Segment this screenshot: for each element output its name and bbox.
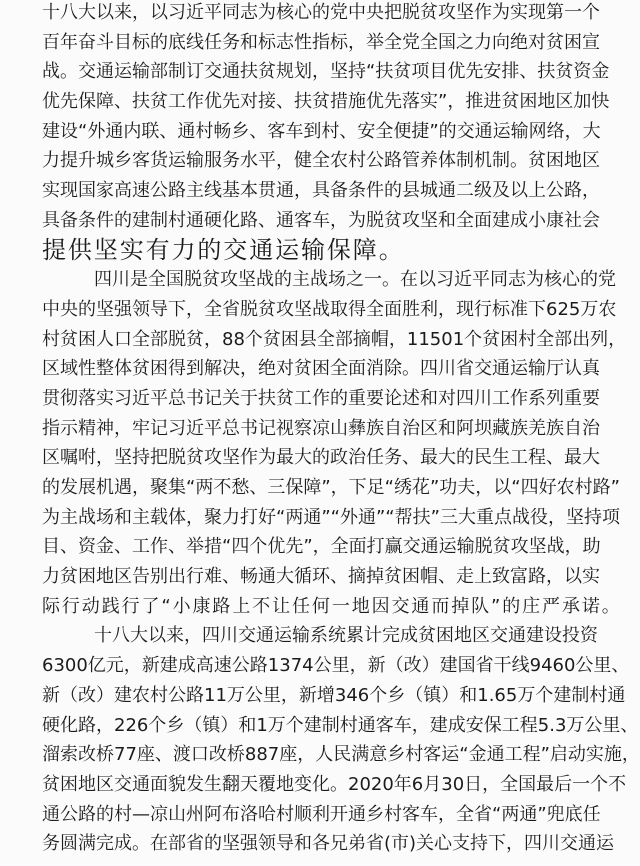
text-line: 通公路的村—凉山州阿布洛哈村顺利开通乡村客车，全省“两通”兜底任: [42, 803, 601, 825]
text-line: 村贫困人口全部脱贫，88个贫困县全部摘帽，11501个贫困村全部出列，: [42, 328, 627, 350]
text-line: 贫困地区交通面貌发生翻天覆地变化。2020年6月30日，全国最后一个不: [42, 773, 627, 795]
text-line: 际行动践行了“小康路上不让任何一地因交通而掉队”的庄严承诺。: [42, 595, 622, 617]
text-line: 百年奋斗目标的底线任务和标志性指标，举全党全国之力向绝对贫困宣: [42, 31, 600, 53]
text-line: 十八大以来，以习近平同志为核心的党中央把脱贫攻坚作为实现第一个: [42, 2, 600, 23]
text-line: 四川是全国脱贫攻坚战的主战场之一。在以习近平同志为核心的党: [94, 269, 616, 291]
text-line: 区域性整体贫困得到解决，绝对贫困全面消除。四川省交通运输厅认真: [42, 358, 600, 380]
text-line: 十八大以来，四川交通运输系统累计完成贫困地区交通建设投资: [94, 625, 598, 647]
text-line: 提供坚实有力的交通运输保障。: [42, 235, 405, 264]
text-line: 具备条件的建制村通硬化路、通客车，为脱贫攻坚和全面建成小康社会: [42, 209, 600, 231]
text-line: 为主战场和主载体，聚力打好“两通”“外通”“帮扶”三大重点战役，坚持项: [42, 506, 620, 528]
text-line: 指示精神，牢记习近平总书记视察凉山彝族自治区和阿坝藏族羌族自治: [42, 417, 600, 439]
text-line: 硬化路，226个乡（镇）和1万个建制村通客车，建成安保工程5.3万公里、: [42, 714, 639, 736]
text-line: 目、资金、工作、举措“四个优先”，全面打赢交通运输脱贫攻坚战，助: [42, 536, 601, 558]
text-line: 建设“外通内联、通村畅乡、客车到村、安全便捷”的交通运输网络，大: [42, 120, 601, 142]
text-line: 战。交通运输部制订交通扶贫规划，坚持“扶贫项目优先安排、扶贫资金: [42, 61, 610, 83]
text-line: 力贫困地区告别出行难、畅通大循环、摘掉贫困帽、走上致富路，以实: [42, 566, 600, 588]
text-line: 6300亿元，新建成高速公路1374公里，新（改）建国省干线9460公里、: [42, 655, 630, 677]
text-line: 溜索改桥77座、渡口改桥887座，人民满意乡村客运“金通工程”启动实施，: [42, 744, 640, 766]
text-line: 贯彻落实习近平总书记关于扶贫工作的重要论述和对四川工作系列重要: [42, 387, 600, 409]
article-body: [42, 0, 640, 859]
text-line: 实现国家高速公路主线基本贯通，具备条件的县城通二级及以上公路，: [42, 180, 600, 202]
text-line: 务圆满完成。在部省的坚强领导和各兄弟省(市)关心支持下，四川交通运: [42, 833, 615, 855]
paragraph-2: [42, 265, 627, 621]
text-line: 新（改）建农村公路11万公里，新增346个乡（镇）和1.65万个建制村通: [42, 684, 626, 706]
text-line: 区嘱咐，坚持把脱贫攻坚作为最大的政治任务、最大的民生工程、最大: [42, 447, 600, 469]
text-line: 的发展机遇，聚集“两不愁、三保障”，下足“绣花”功夫，以“四好农村路”: [42, 477, 620, 498]
paragraph-1: [42, 0, 610, 265]
text-line: 力提升城乡客货运输服务水平，健全农村公路管养体制机制。贫困地区: [42, 150, 600, 172]
paragraph-3: [42, 621, 640, 859]
text-line: 中央的坚强领导下，全省脱贫攻坚战取得全面胜利，现行标准下625万农: [42, 298, 617, 320]
text-line: 优先保障、扶贫工作优先对接、扶贫措施优先落实”，推进贫困地区加快: [42, 91, 610, 113]
